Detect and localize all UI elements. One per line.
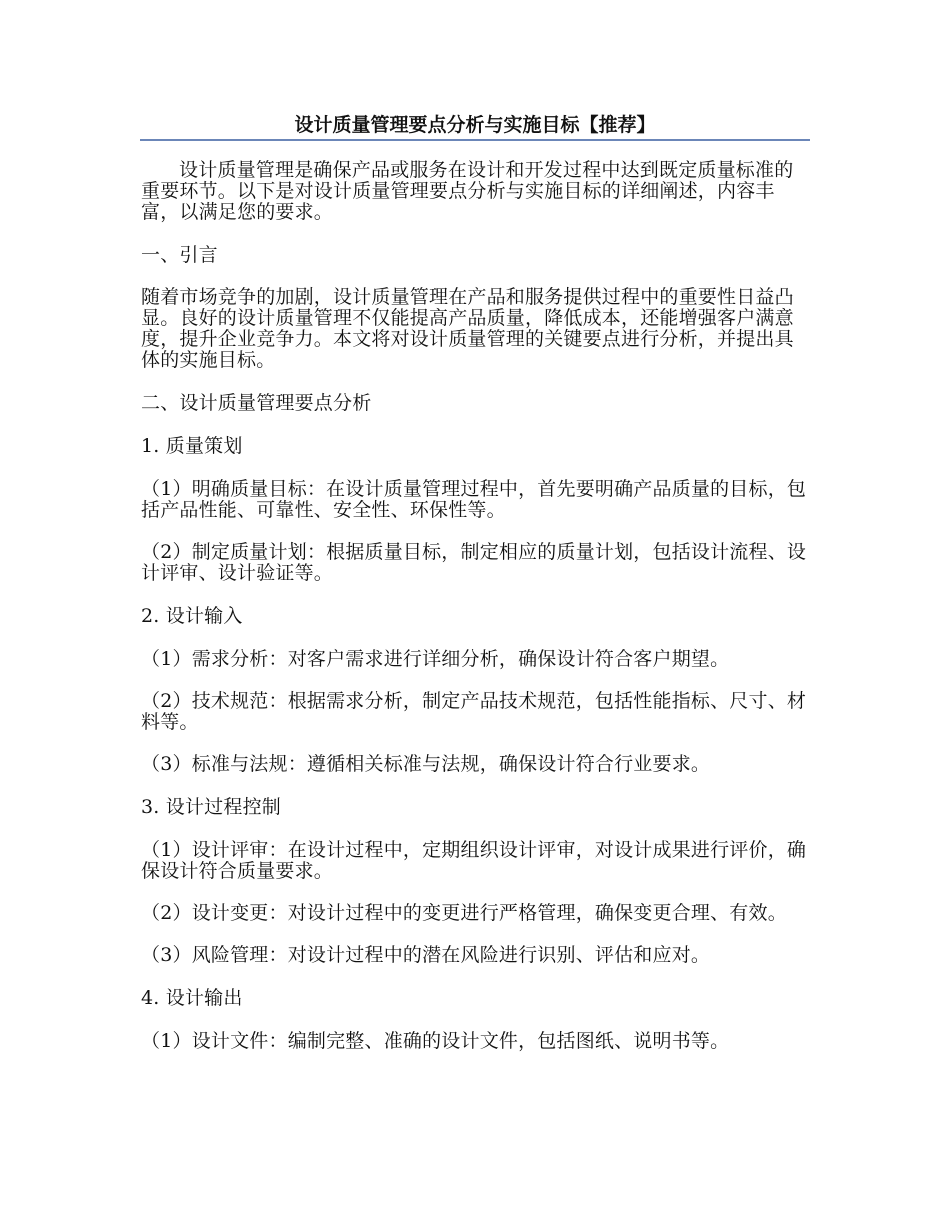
list-item: （1）设计文件：编制完整、准确的设计文件，包括图纸、说明书等。: [141, 1030, 730, 1052]
subheading-design-output: 4. 设计输出: [141, 987, 243, 1009]
list-item: （3）标准与法规：遵循相关标准与法规，确保设计符合行业要求。: [141, 753, 711, 775]
list-item: （2）技术规范：根据需求分析，制定产品技术规范，包括性能指标、尺寸、材料等。: [141, 690, 807, 733]
subheading-quality-planning: 1. 质量策划: [141, 435, 243, 457]
section-heading-introduction: 一、引言: [141, 244, 218, 266]
list-item: （2）设计变更：对设计过程中的变更进行严格管理，确保变更合理、有效。: [141, 902, 787, 924]
introduction-paragraph: 随着市场竞争的加剧，设计质量管理在产品和服务提供过程中的重要性日益凸显。良好的设计质量管理不仅能提高产品质量，降低成本，还能增强客户满意度，提升企业竞争力。本文将对设计质量管理的关键要点进行分析，并提出具体的实施目标。: [141, 286, 794, 371]
list-item: （3）风险管理：对设计过程中的潜在风险进行识别、评估和应对。: [141, 944, 711, 966]
subheading-design-process-control: 3. 设计过程控制: [141, 796, 281, 818]
title-underline: [140, 139, 810, 141]
section-heading-analysis: 二、设计质量管理要点分析: [141, 392, 372, 414]
subheading-design-input: 2. 设计输入: [141, 605, 243, 627]
list-item: （1）需求分析：对客户需求进行详细分析，确保设计符合客户期望。: [141, 648, 730, 670]
list-item: （2）制定质量计划：根据质量目标，制定相应的质量计划，包括设计流程、设计评审、设计验证等。: [141, 541, 807, 584]
list-item: （1）设计评审：在设计过程中，定期组织设计评审，对设计成果进行评价，确保设计符合质量要求。: [141, 839, 807, 882]
list-item: （1）明确质量目标：在设计质量管理过程中，首先要明确产品质量的目标，包括产品性能、可靠性、安全性、环保性等。: [141, 478, 807, 521]
document-body: [141, 160, 809, 1052]
intro-paragraph: 设计质量管理是确保产品或服务在设计和开发过程中达到既定质量标准的重要环节。以下是对设计质量管理要点分析与实施目标的详细阐述，内容丰富，以满足您的要求。: [141, 159, 794, 223]
document-title: 设计质量管理要点分析与实施目标【推荐】: [294, 114, 656, 136]
